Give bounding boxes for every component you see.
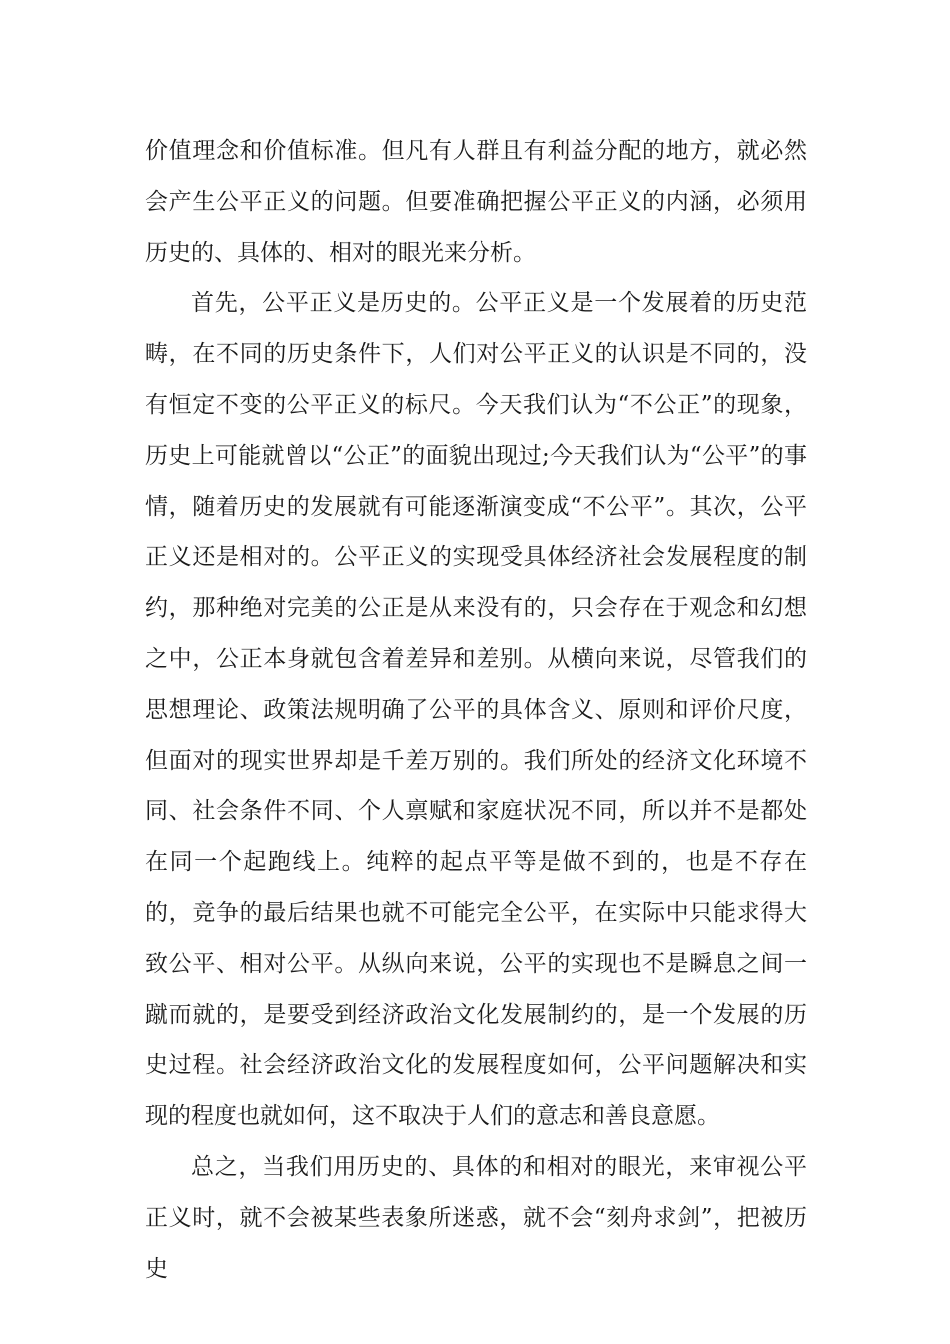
body-text [145,126,807,1294]
paragraph-history-relativity: 首先，公平正义是历史的。公平正义是一个发展着的历史范畴，在不同的历史条件下，人们对公平正义的认识是不同的，没有恒定不变的公平正义的标尺。今天我们认为“不公正”的现象，历史上可能就曾以“公正”的面貌出现过;今天我们认为“公平”的事情，随着历史的发展就有可能逐渐演变成“不公平”。其次，公平正义还是相对的。公平正义的实现受具体经济社会发展程度的制约，那种绝对完美的公正是从来没有的，只会存在于观念和幻想之中，公正本身就包含着差异和差别。从横向来说，尽管我们的思想理论、政策法规明确了公平的具体含义、原则和评价尺度，但面对的现实世界却是千差万别的。我们所处的经济文化环境不同、社会条件不同、个人禀赋和家庭状况不同，所以并不是都处在同一个起跑线上。纯粹的起点平等是做不到的，也是不存在的，竞争的最后结果也就不可能完全公平，在实际中只能求得大致公平、相对公平。从纵向来说，公平的实现也不是瞬息之间一蹴而就的，是要受到经济政治文化发展制约的，是一个发展的历史过程。社会经济政治文化的发展程度如何，公平问题解决和实现的程度也就如何，这不取决于人们的意志和善良意愿。 [145,290,807,1130]
paragraph-continuation: 价值理念和价值标准。但凡有人群且有利益分配的地方，就必然会产生公平正义的问题。但要准确把握公平正义的内涵，必须用历史的、具体的、相对的眼光来分析。 [145,138,807,266]
paragraph-conclusion: 总之，当我们用历史的、具体的和相对的眼光，来审视公平正义时，就不会被某些表象所迷惑，就不会“刻舟求剑”，把被历史 [145,1153,807,1282]
